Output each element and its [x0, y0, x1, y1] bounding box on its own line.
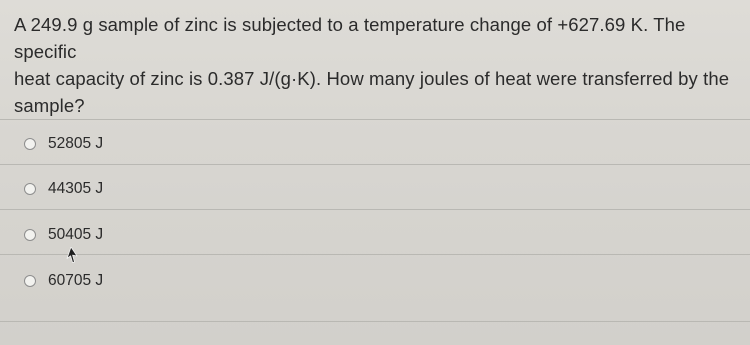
question-line-3: sample? — [14, 95, 85, 116]
answer-option-label: 44305 J — [48, 180, 104, 197]
question-line-2: heat capacity of zinc is 0.387 J/(g·K). How many joules of heat were transferred by the — [14, 68, 730, 89]
radio-button[interactable] — [24, 275, 36, 287]
divider — [0, 209, 750, 210]
question-line-1: A 249.9 g sample of zinc is subjected to a temperature change of +627.69 K. The specific — [14, 14, 686, 62]
mouse-pointer-icon — [64, 247, 78, 263]
answer-option-1[interactable] — [24, 132, 103, 156]
answer-option-4[interactable] — [24, 269, 103, 293]
divider — [0, 321, 750, 322]
answer-option-label: 50405 J — [48, 226, 104, 243]
divider — [0, 164, 750, 165]
divider — [0, 119, 750, 120]
divider — [0, 254, 750, 255]
answer-option-label: 52805 J — [48, 135, 104, 152]
radio-button[interactable] — [24, 183, 36, 195]
question-text — [14, 11, 734, 119]
radio-button[interactable] — [24, 138, 36, 150]
answer-option-3[interactable] — [24, 223, 103, 247]
answer-option-label: 60705 J — [48, 272, 104, 289]
radio-button[interactable] — [24, 229, 36, 241]
answer-option-2[interactable] — [24, 177, 103, 201]
